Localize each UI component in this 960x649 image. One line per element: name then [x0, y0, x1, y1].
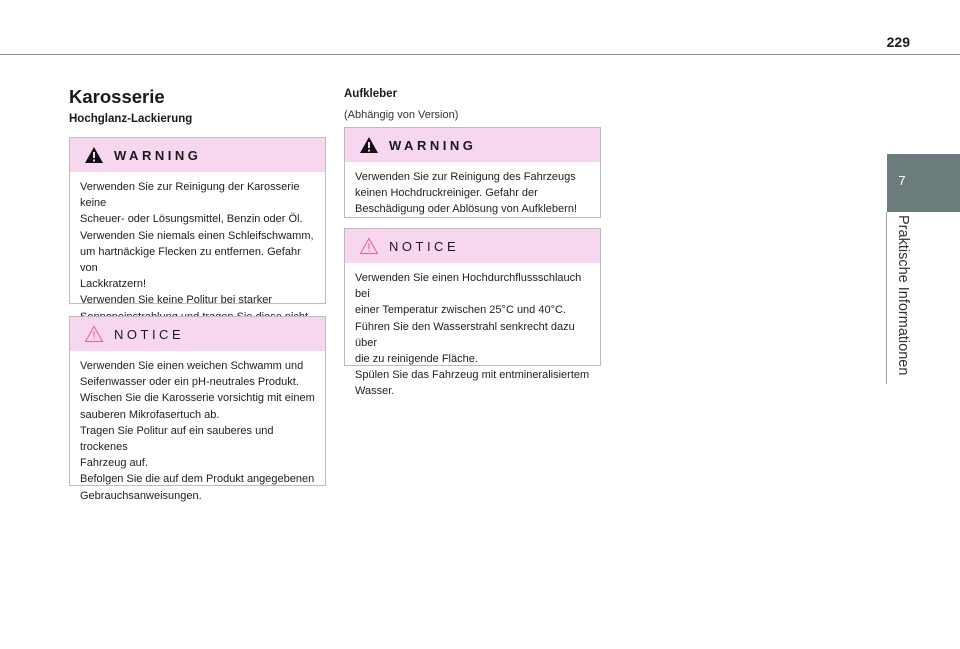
warning-header	[70, 138, 325, 172]
text-line: Seifenwasser oder ein pH-neutrales Produkt.	[80, 376, 299, 389]
text-line: Lackkratzern!	[80, 278, 147, 291]
chapter-title: Praktische Informationen	[895, 215, 911, 376]
text-line: Wischen Sie die Karosserie vorsichtig mit einem	[80, 392, 315, 405]
notice-text	[345, 263, 600, 406]
text-line: Scheuer- oder Lösungsmittel, Benzin oder Öl.	[80, 213, 303, 226]
warning-box-stickers	[344, 127, 601, 218]
subsection-title-paint: Hochglanz-Lackierung	[69, 113, 193, 125]
warning-label: WARNING	[114, 147, 202, 163]
text-line: Gebrauchsanweisungen.	[80, 489, 202, 502]
notice-triangle-icon	[359, 237, 379, 255]
page-number: 229	[886, 34, 910, 50]
text-line: einer Temperatur zwischen 25°C und 40°C.	[355, 304, 566, 317]
version-note: (Abhängig von Version)	[344, 109, 459, 121]
text-line: Verwenden Sie zur Reinigung der Karosserie keine	[80, 181, 300, 210]
notice-label: NOTICE	[114, 326, 185, 342]
notice-box-paint	[69, 316, 326, 502]
text-line: Befolgen Sie die auf dem Produkt angegebenen	[80, 473, 315, 486]
text-line: die zu reinigende Fläche.	[355, 353, 478, 366]
notice-header	[345, 229, 600, 263]
notice-label: NOTICE	[389, 238, 460, 254]
chapter-tab	[887, 154, 960, 212]
chapter-number: 7	[898, 173, 906, 188]
text-line: Verwenden Sie einen Hochdurchflussschlauch bei	[355, 272, 582, 301]
notice-header	[70, 317, 325, 351]
warning-triangle-icon	[84, 146, 104, 164]
text-line: Spülen Sie das Fahrzeug mit entmineralisiertem	[355, 369, 590, 382]
text-line: um hartnäckige Flecken zu entfernen. Gefahr von	[80, 245, 301, 275]
text-line: Beschädigung oder Ablösung von Aufklebern!	[355, 203, 577, 216]
warning-triangle-icon	[359, 136, 379, 154]
text-line: sauberen Mikrofasertuch ab.	[80, 408, 220, 421]
text-line: Tragen Sie Politur auf ein sauberes und trockenes	[80, 424, 274, 454]
text-line: Verwenden Sie zur Reinigung des Fahrzeugs	[355, 171, 576, 183]
subsection-title-stickers: Aufkleber	[344, 88, 398, 100]
notice-text	[70, 351, 325, 510]
header-divider	[0, 54, 960, 55]
notice-box-stickers	[344, 228, 601, 398]
text-line: keinen Hochdruckreiniger. Gefahr der	[355, 187, 538, 200]
warning-header	[345, 128, 600, 162]
text-line: Fahrzeug auf.	[80, 457, 148, 470]
section-title: Karosserie	[69, 86, 165, 107]
text-line: Verwenden Sie keine Politur bei starker	[80, 294, 272, 307]
text-line: Führen Sie den Wasserstrahl senkrecht dazu über	[355, 320, 575, 349]
text-line: Verwenden Sie einen weichen Schwamm und	[80, 360, 304, 372]
text-line: Verwenden Sie niemals einen Schleifschwamm,	[80, 229, 314, 242]
warning-box-paint	[69, 137, 326, 307]
warning-text	[345, 162, 600, 224]
warning-label: WARNING	[389, 137, 477, 153]
text-line: Wasser.	[355, 385, 395, 398]
chapter-divider	[886, 212, 887, 384]
notice-triangle-icon	[84, 325, 104, 343]
